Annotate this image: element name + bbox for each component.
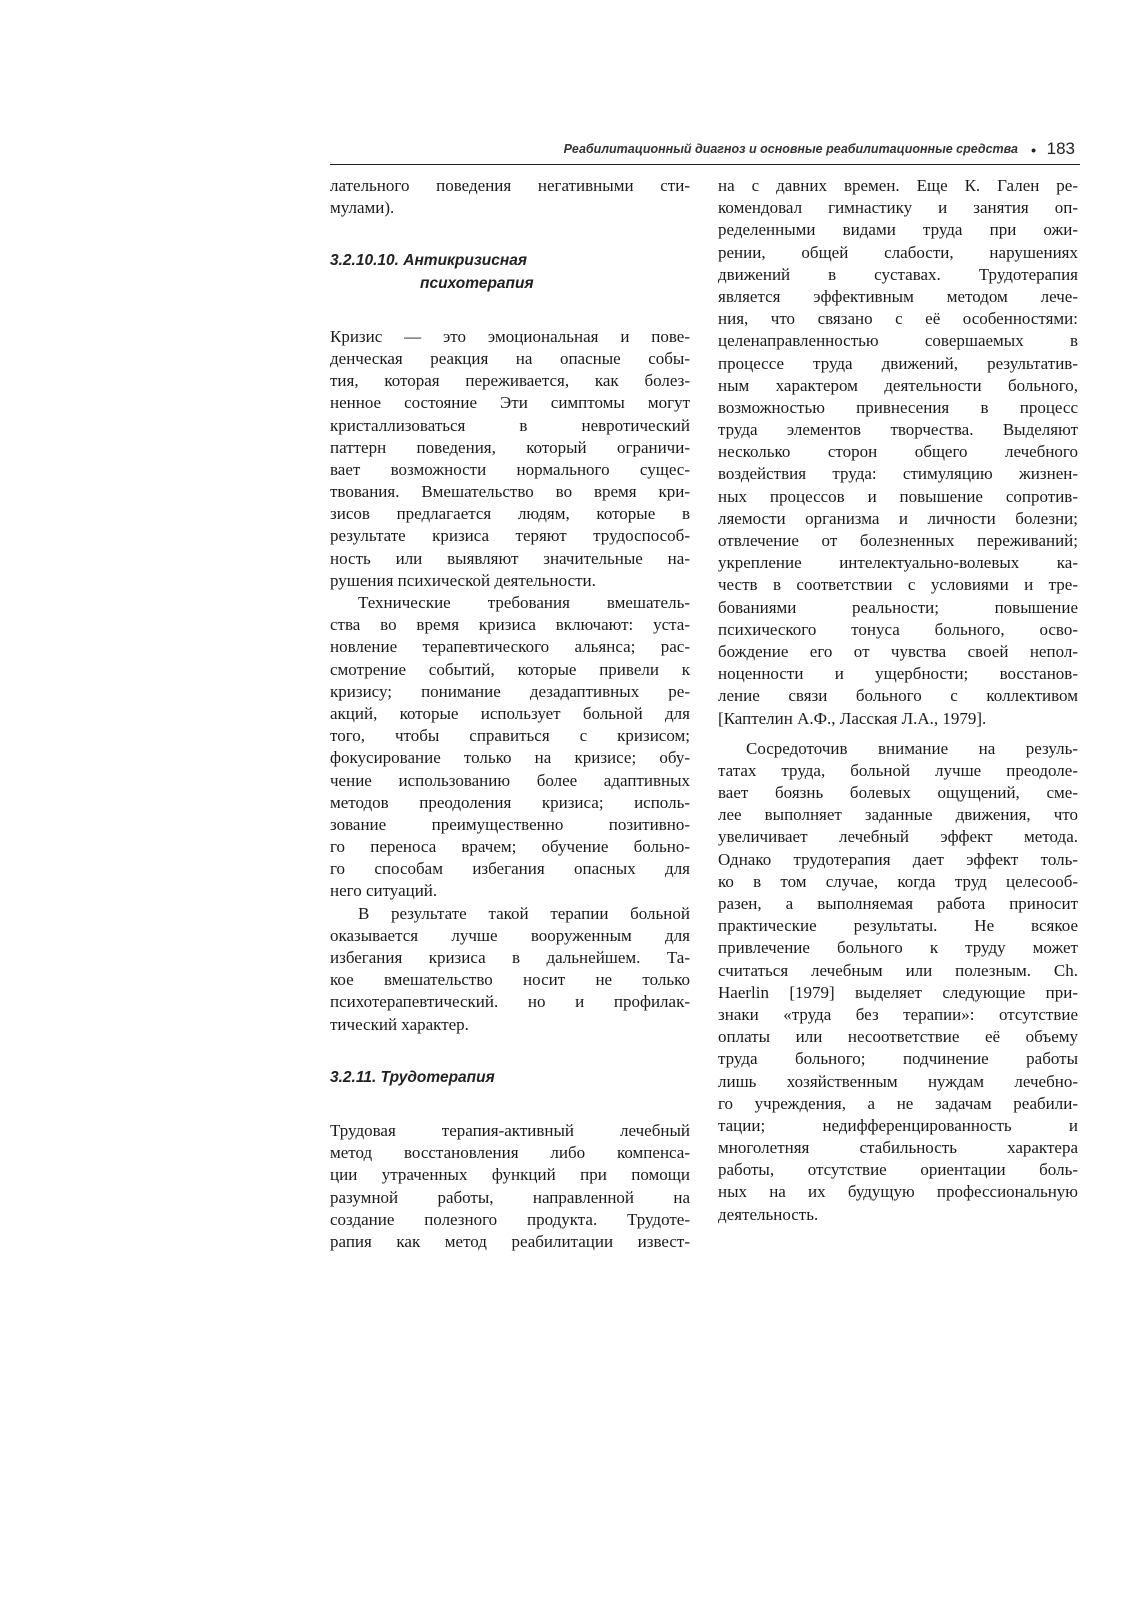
text-line: является эффективным методом лече- (718, 286, 1078, 306)
text-line: смотрение событий, которые привели к (330, 659, 690, 679)
text-line: комендовал гимнастику и занятия оп- (718, 198, 1078, 218)
section-heading-labor-therapy: 3.2.11. Трудотерапия (330, 1068, 495, 1086)
heading-line: психотерапия (420, 274, 534, 292)
paragraph (718, 175, 1078, 730)
text-line: ность или выявляют значительные на- (330, 548, 690, 568)
text-line: бованиями реальности; повышение (718, 597, 1078, 617)
text-line: оплаты или несоответствие её объему (718, 1027, 1078, 1047)
text-line: Трудовая терапия-активный лечебный (330, 1120, 690, 1140)
paragraph (718, 738, 1078, 1226)
page-number: 183 (1046, 139, 1075, 158)
text-line: возможностью привнесения в процесс (718, 397, 1078, 417)
text-line: лательного поведения негативными сти- (330, 176, 690, 195)
left-column (330, 175, 690, 1253)
text-line: честв в соответствии с условиями и тре- (718, 575, 1078, 595)
text-line: методов преодоления кризиса; исполь- (330, 792, 690, 812)
heading-line: 3.2.10.10. Антикризисная (330, 252, 527, 270)
text-line: несколько сторон общего лечебного (718, 442, 1078, 462)
text-line: знаки «труда без терапии»: отсутствие (718, 1004, 1078, 1024)
running-head-title: Реабилитационный диагноз и основные реабилитационные средства (563, 142, 1018, 156)
text-line: вает возможности нормального сущес- (330, 459, 690, 479)
right-column (718, 175, 1078, 1226)
text-line: Сосредоточив внимание на резуль- (746, 738, 1078, 758)
text-line: ределенными видами труда при ожи- (718, 220, 1078, 240)
text-line: многолетняя стабильность характера (718, 1138, 1078, 1158)
running-head (330, 140, 1080, 165)
text-line: ляемости организма и личности болезни; (718, 508, 1078, 528)
text-line: укрепление интелектуально-волевых ка- (718, 553, 1078, 573)
text-line: воздействия труда: стимуляцию жизнен- (718, 464, 1078, 484)
text-line: оказывается лучше вооруженным для (330, 925, 690, 945)
text-line: тации; недифференцированность и (718, 1115, 1078, 1135)
text-line: го способам избегания опасных для (330, 859, 690, 879)
text-line: Однако трудотерапия дает эффект толь- (718, 849, 1078, 869)
text-line: Haerlin [1979] выделяет следующие при- (718, 982, 1078, 1002)
text-line: ных на их будущую профессиональную (718, 1182, 1078, 1202)
text-line: ление связи больного с коллективом (718, 686, 1078, 706)
running-head-bullet: • (1031, 142, 1036, 158)
text-line: лишь хозяйственным нуждам лечебно- (718, 1071, 1078, 1091)
text-line: привлечение больного к труду может (718, 938, 1078, 958)
text-line: создание полезного продукта. Трудоте- (330, 1209, 690, 1229)
text-line: результате кризиса теряют трудоспособ- (330, 526, 690, 546)
text-line: метод восстановления либо компенса- (330, 1143, 690, 1163)
text-line: рапия как метод реабилитации извест- (330, 1231, 690, 1251)
text-line: кризису; понимание дезадаптивных ре- (330, 681, 690, 701)
text-line: увеличивает лечебный эффект метода. (718, 827, 1078, 847)
text-line: фокусирование только на кризисе; обу- (330, 748, 690, 768)
text-line: денческая реакция на опасные собы- (330, 348, 690, 368)
text-line: мулами). (330, 198, 395, 218)
text-line: отвлечение от болезненных переживаний; (718, 531, 1078, 550)
text-line: бождение его от чувства своей непол- (718, 641, 1078, 661)
text-line: труда элементов творчества. Выделяют (718, 420, 1078, 440)
section-heading-anticrisis (330, 250, 690, 294)
text-line: ным характером деятельности больного, (718, 375, 1078, 395)
text-line: ноценности и ущербности; восстанов- (718, 664, 1078, 684)
text-line: кристаллизоваться в невротический (330, 415, 690, 435)
text-line: движений в суставах. Трудотерапия (718, 264, 1078, 284)
text-line: ции утраченных функций при помощи (330, 1165, 690, 1185)
text-line: ния, что связано с её особенностями: (718, 309, 1078, 329)
text-line: разумной работы, направленной на (330, 1187, 690, 1207)
text-line: [Каптелин А.Ф., Ласская Л.А., 1979]. (718, 708, 987, 728)
text-line: ко в том случае, когда труд целесооб- (718, 871, 1078, 891)
text-line: практические результаты. Не всякое (718, 916, 1078, 936)
text-line: чение использованию более адаптивных (330, 770, 690, 790)
paragraph (330, 326, 690, 592)
text-line: ных процессов и повышение сопротив- (718, 486, 1078, 506)
text-line: Технические требования вмешатель- (358, 593, 690, 612)
text-line: лее выполняет заданные движения, что (718, 805, 1078, 825)
paragraph (330, 592, 690, 903)
text-line: татах труда, больной лучше преодоле- (718, 760, 1078, 780)
text-line: зисов предлагается людям, которые в (330, 504, 690, 524)
text-line: ненное состояние Эти симптомы могут (330, 393, 690, 413)
text-line: него ситуаций. (330, 881, 438, 901)
text-line: труда больного; подчинение работы (718, 1049, 1078, 1069)
text-line: психического тонуса больного, осво- (718, 619, 1078, 639)
text-line: ства во время кризиса включают: уста- (330, 615, 690, 635)
text-line: В результате такой терапии больной (358, 903, 690, 923)
text-line: разен, а выполняемая работа приносит (718, 894, 1078, 913)
text-line: рении, общей слабости, нарушениях (718, 242, 1078, 262)
text-line: го переноса врачем; обучение больно- (330, 837, 690, 857)
text-line: Кризис — это эмоциональная и пове- (330, 326, 690, 346)
text-line: работы, отсутствие ориентации боль- (718, 1160, 1078, 1180)
text-line: избегания кризиса в дальнейшем. Та- (330, 948, 690, 967)
text-line: целенаправленностью совершаемых в (718, 331, 1078, 351)
text-line: процессе труда движений, результатив- (718, 353, 1078, 373)
text-line: твования. Вмешательство во время кри- (330, 482, 690, 502)
text-line: на с давних времен. Еще К. Гален ре- (718, 176, 1078, 195)
text-line: деятельность. (718, 1204, 819, 1224)
text-line: кое вмешательство носит не только (330, 970, 690, 990)
paragraph (330, 1120, 690, 1253)
text-line: рушения психической деятельности. (330, 570, 596, 590)
text-line: го учреждения, а не задачам реабили- (718, 1093, 1078, 1113)
text-line: вает боязнь болевых ощущений, сме- (718, 783, 1078, 803)
text-line: тический характер. (330, 1014, 469, 1034)
paragraph (330, 903, 690, 1036)
text-line: акций, которые использует больной для (330, 703, 690, 723)
paragraph (330, 175, 690, 219)
text-line: того, чтобы справиться с кризисом; (330, 726, 690, 746)
text-line: паттерн поведения, который ограничи- (330, 437, 690, 457)
text-line: считаться лечебным или полезным. Ch. (718, 960, 1078, 980)
text-line: тия, которая переживается, как болез- (330, 371, 690, 391)
text-line: новление терапевтического альянса; рас- (330, 637, 690, 657)
text-line: зование преимущественно позитивно- (330, 814, 690, 834)
text-line: психотерапевтический. но и профилак- (330, 992, 690, 1012)
